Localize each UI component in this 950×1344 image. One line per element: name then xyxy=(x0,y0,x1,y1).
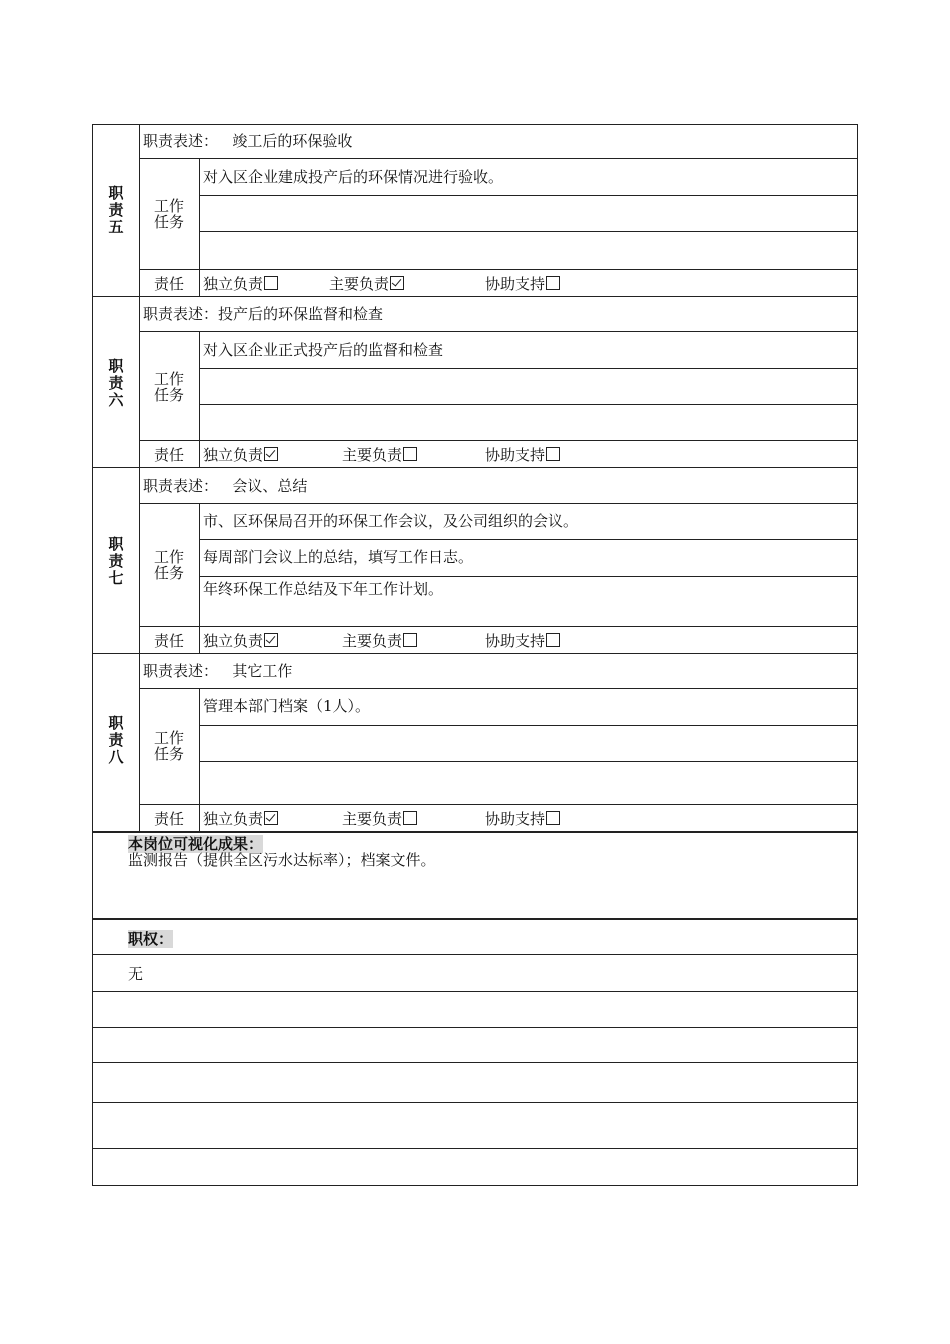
authority-section xyxy=(92,920,858,1186)
option-independent[interactable]: 独立负责 xyxy=(203,275,278,293)
option-primary[interactable]: 主要负责 xyxy=(329,275,404,293)
checkbox-icon xyxy=(546,447,560,461)
checkbox-icon xyxy=(403,447,417,461)
checkbox-icon xyxy=(546,276,560,290)
task-item: 市、区环保局召开的环保工作会议，及公司组织的会议。 xyxy=(203,512,579,530)
task-item: 每周部门会议上的总结，填写工作日志。 xyxy=(203,548,474,566)
option-primary[interactable]: 主要负责 xyxy=(342,632,417,650)
duty-desc: 职责表述：投产后的环保监督和检查 xyxy=(143,305,384,323)
task-label: 工作 任务 xyxy=(153,729,184,763)
option-independent[interactable]: 独立负责 xyxy=(203,810,278,828)
duty-block-7 xyxy=(92,468,858,654)
responsibility-label: 责任 xyxy=(154,275,185,293)
checkbox-icon xyxy=(403,811,417,825)
duty-block-6 xyxy=(92,297,858,468)
responsibility-label: 责任 xyxy=(154,810,185,828)
job-description-table xyxy=(92,124,858,1186)
option-assist[interactable]: 协助支持 xyxy=(485,632,560,650)
duty-desc: 职责表述： 会议、总结 xyxy=(143,477,308,495)
checkbox-checked-icon xyxy=(390,276,404,290)
duty-label: 职 责 五 xyxy=(108,184,124,236)
task-item: 年终环保工作总结及下年工作计划。 xyxy=(203,580,444,598)
checkbox-icon xyxy=(546,811,560,825)
option-primary[interactable]: 主要负责 xyxy=(342,810,417,828)
authority-text: 无 xyxy=(128,965,144,983)
checkbox-icon xyxy=(546,633,560,647)
option-primary[interactable]: 主要负责 xyxy=(342,446,417,464)
authority-title: 职权： xyxy=(128,930,174,948)
option-assist[interactable]: 协助支持 xyxy=(485,810,560,828)
task-label: 工作 任务 xyxy=(153,197,184,231)
checkbox-checked-icon xyxy=(264,811,278,825)
option-assist[interactable]: 协助支持 xyxy=(485,275,560,293)
task-item: 管理本部门档案（1人）。 xyxy=(203,697,371,715)
duty-label: 职 责 七 xyxy=(108,535,124,587)
task-item: 对入区企业正式投产后的监督和检查 xyxy=(203,341,444,359)
option-independent[interactable]: 独立负责 xyxy=(203,446,278,464)
option-independent[interactable]: 独立负责 xyxy=(203,632,278,650)
option-assist[interactable]: 协助支持 xyxy=(485,446,560,464)
task-label: 工作 任务 xyxy=(153,548,184,582)
duty-desc: 职责表述： 竣工后的环保验收 xyxy=(143,132,353,150)
duty-desc: 职责表述： 其它工作 xyxy=(143,662,293,680)
responsibility-label: 责任 xyxy=(154,446,185,464)
duty-label: 职 责 六 xyxy=(108,357,124,409)
results-text: 监测报告（提供全区污水达标率）；档案文件。 xyxy=(128,851,436,869)
results-title: 本岗位可视化成果： xyxy=(128,835,264,853)
checkbox-icon xyxy=(264,276,278,290)
checkbox-checked-icon xyxy=(264,633,278,647)
checkbox-icon xyxy=(403,633,417,647)
duty-block-5 xyxy=(92,124,858,297)
task-item: 对入区企业建成投产后的环保情况进行验收。 xyxy=(203,168,504,186)
responsibility-label: 责任 xyxy=(154,632,185,650)
results-section xyxy=(92,833,858,920)
duty-label: 职 责 八 xyxy=(108,714,124,766)
task-label: 工作 任务 xyxy=(153,370,184,404)
checkbox-checked-icon xyxy=(264,447,278,461)
duty-block-8 xyxy=(92,654,858,832)
